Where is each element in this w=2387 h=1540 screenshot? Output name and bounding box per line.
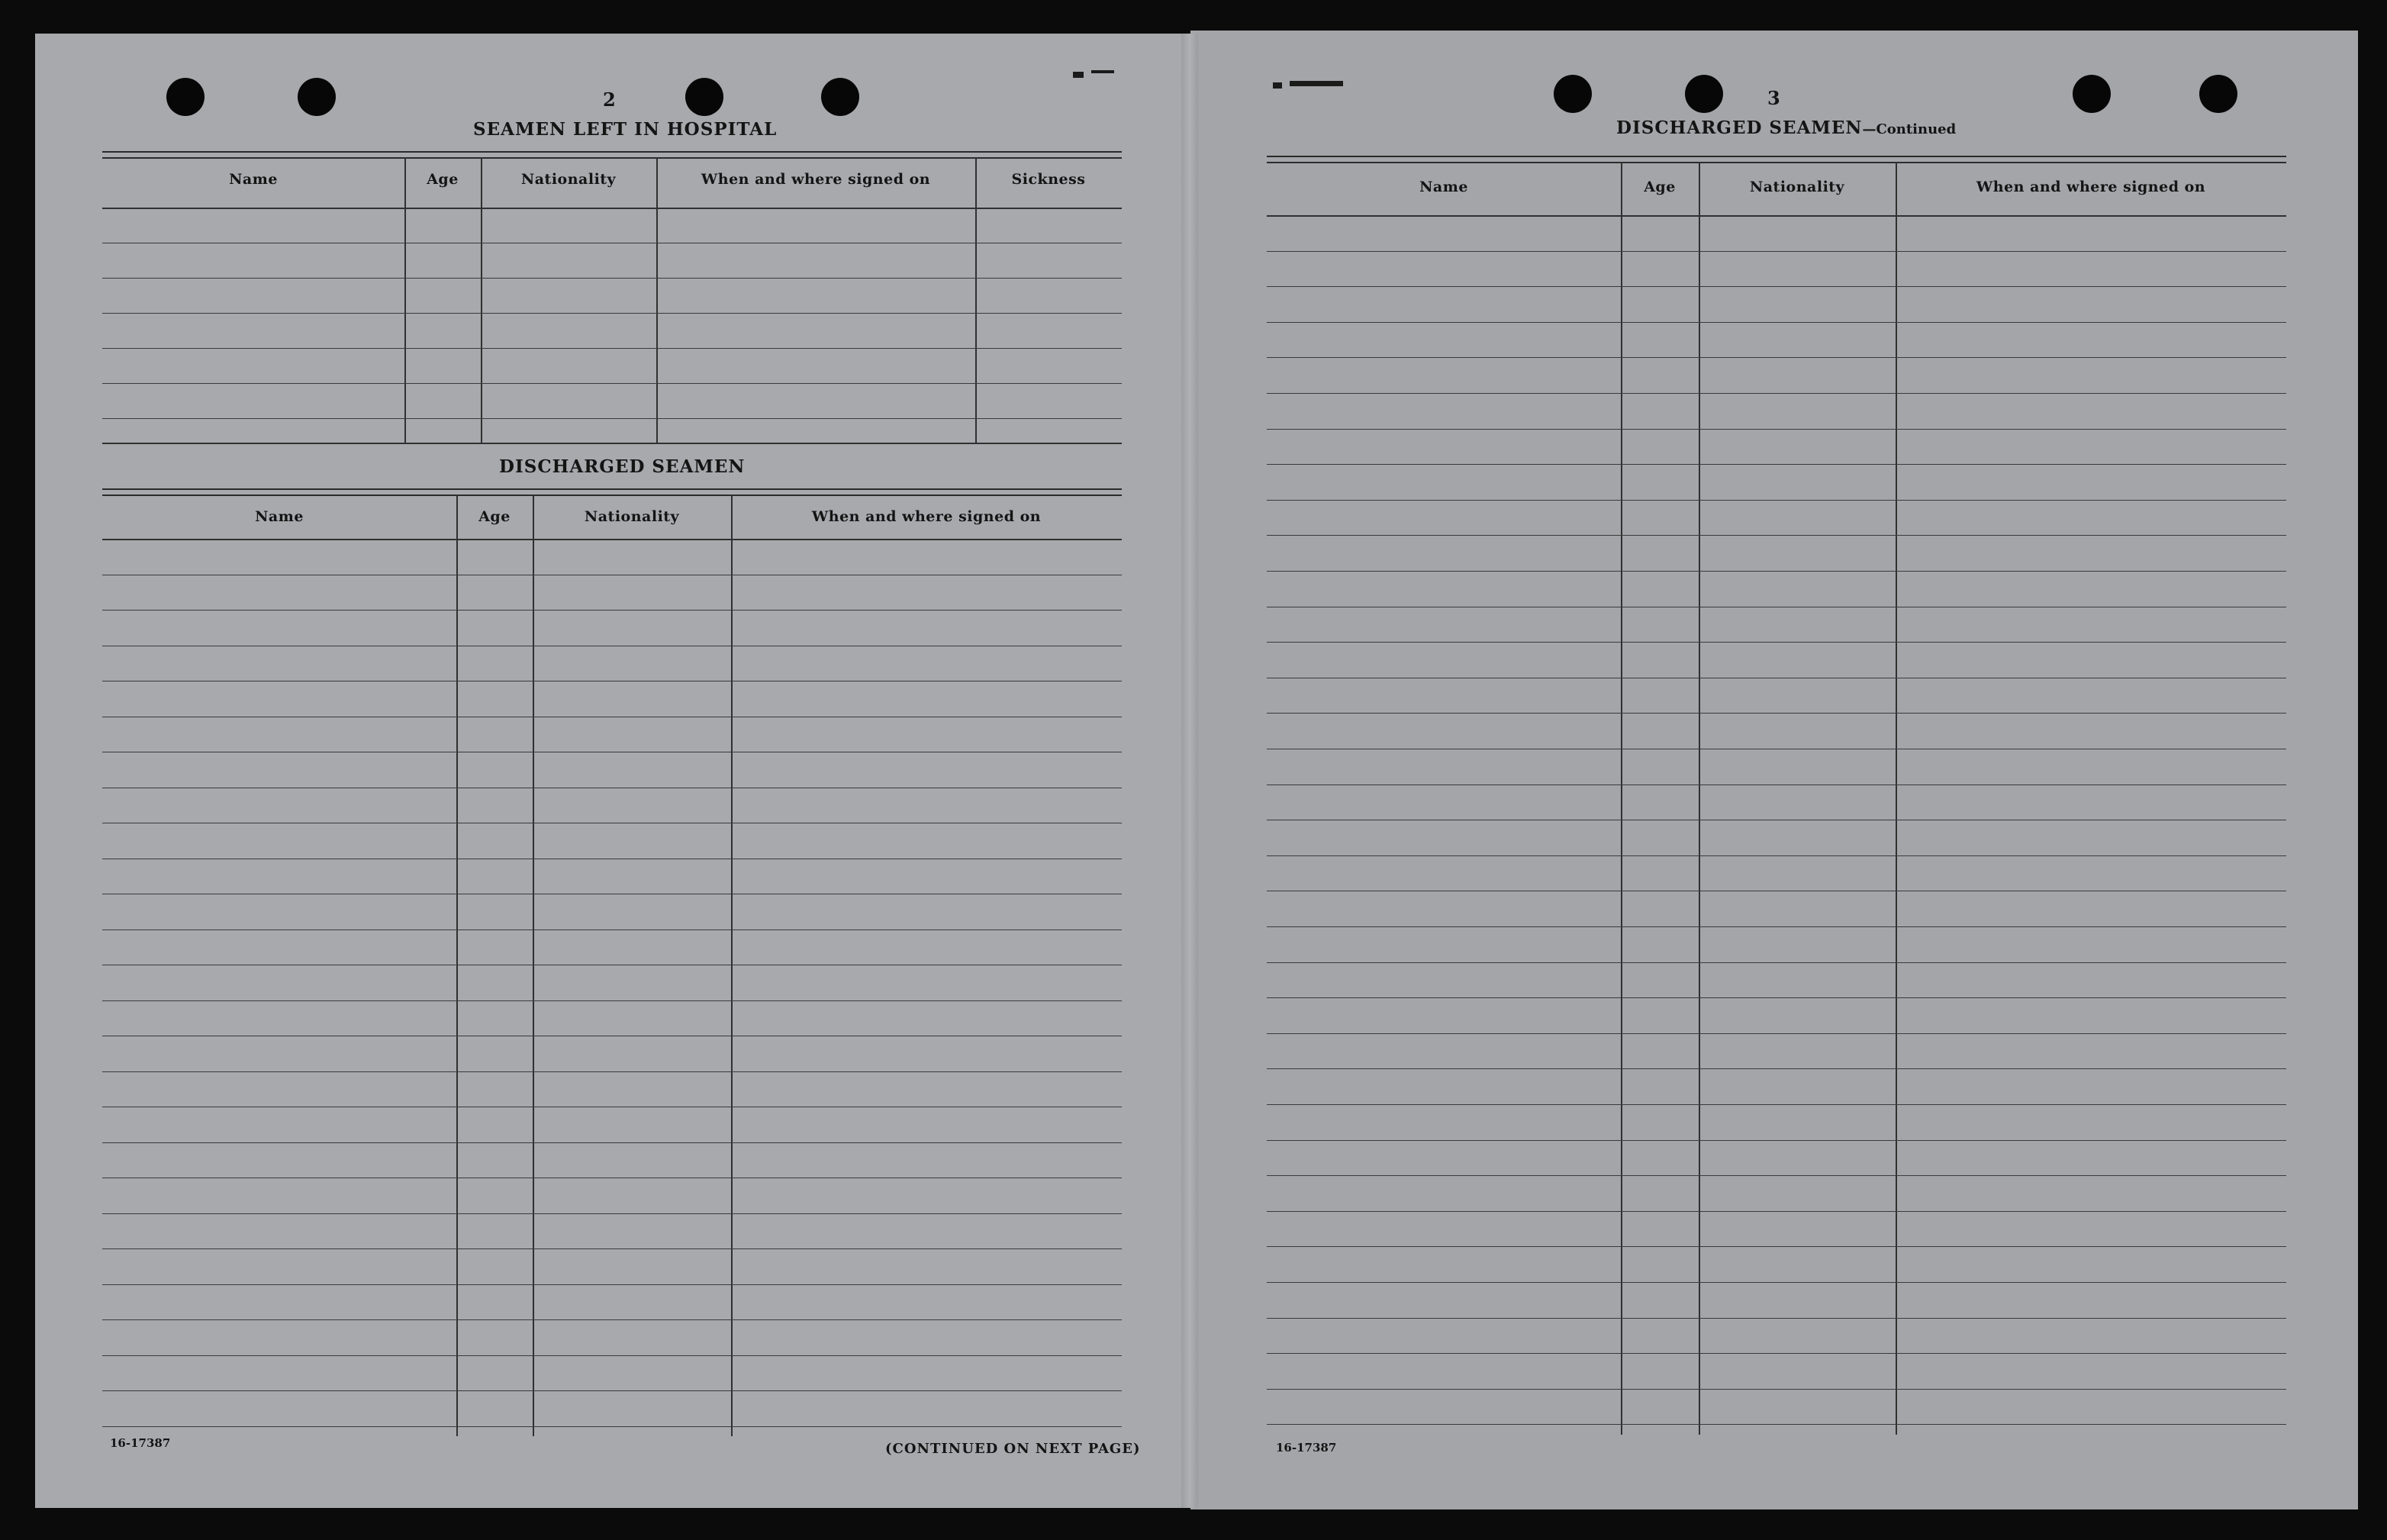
row-rule	[102, 1390, 1122, 1391]
column-header: Age	[478, 508, 511, 525]
column-header: When and where signed on	[1976, 179, 2206, 195]
ink-smudge	[1273, 82, 1282, 89]
column-divider	[1699, 162, 1700, 1435]
table-bottom-rule	[102, 443, 1122, 444]
row-rule	[102, 313, 1122, 314]
row-rule	[1267, 1318, 2286, 1319]
row-rule	[1267, 286, 2286, 287]
left-page	[35, 34, 1190, 1508]
row-rule	[1267, 357, 2286, 358]
row-rule	[1267, 393, 2286, 394]
punch-hole	[2199, 75, 2237, 113]
row-rule	[102, 383, 1122, 384]
row-rule	[1267, 784, 2286, 785]
row-rule	[1267, 535, 2286, 536]
column-header: Sickness	[1011, 171, 1086, 188]
row-rule	[102, 610, 1122, 611]
row-rule	[1267, 1246, 2286, 1247]
row-rule	[1267, 1353, 2286, 1354]
column-header: Age	[1644, 179, 1676, 195]
punch-hole	[166, 78, 205, 116]
row-rule	[1267, 997, 2286, 998]
row-rule	[1267, 251, 2286, 252]
row-rule	[1267, 429, 2286, 430]
row-rule	[102, 278, 1122, 279]
header-rule	[102, 208, 1122, 209]
row-rule	[1267, 500, 2286, 501]
column-divider	[1621, 162, 1622, 1435]
row-rule	[1267, 1033, 2286, 1034]
page-number: 2	[603, 89, 616, 111]
title-main: DISCHARGED SEAMEN	[1616, 118, 1863, 138]
row-rule	[1267, 855, 2286, 856]
column-header: Name	[255, 508, 304, 525]
column-divider	[533, 495, 534, 1436]
column-header: Age	[427, 171, 459, 188]
hospital-section-title: SEAMEN LEFT IN HOSPITAL	[473, 119, 778, 140]
punch-hole	[298, 78, 336, 116]
right-page	[1190, 31, 2358, 1509]
page-gutter	[1181, 34, 1198, 1508]
row-rule	[1267, 464, 2286, 465]
row-rule	[102, 1248, 1122, 1249]
page-number: 3	[1767, 87, 1780, 109]
punch-hole	[821, 78, 859, 116]
row-rule	[102, 348, 1122, 349]
title-suffix: —Continued	[1862, 121, 1957, 137]
column-divider	[1896, 162, 1897, 1435]
column-divider	[404, 157, 406, 443]
row-rule	[1267, 1068, 2286, 1069]
row-rule	[1267, 642, 2286, 643]
ink-smudge	[1073, 72, 1084, 78]
column-divider	[975, 157, 977, 443]
row-rule	[102, 418, 1122, 419]
column-header: When and where signed on	[701, 171, 931, 188]
row-rule	[102, 1142, 1122, 1143]
column-divider	[731, 495, 733, 1436]
punch-hole	[2073, 75, 2111, 113]
row-rule	[102, 1213, 1122, 1214]
table-top-rule	[102, 151, 1122, 159]
column-header: Name	[229, 171, 278, 188]
row-rule	[102, 929, 1122, 930]
row-rule	[102, 1284, 1122, 1285]
row-rule	[1267, 1175, 2286, 1176]
continued-note: (CONTINUED ON NEXT PAGE)	[885, 1441, 1141, 1457]
row-rule	[102, 1355, 1122, 1356]
row-rule	[102, 1000, 1122, 1001]
form-number: 16-17387	[110, 1436, 171, 1450]
header-rule	[102, 539, 1122, 540]
form-number: 16-17387	[1276, 1441, 1337, 1455]
punch-hole	[1554, 75, 1592, 113]
row-rule	[1267, 571, 2286, 572]
column-header: Name	[1419, 179, 1468, 195]
column-divider	[481, 157, 482, 443]
ink-smudge	[1091, 70, 1114, 73]
discharged-continued-title	[1616, 118, 1956, 138]
ink-smudge	[1290, 81, 1343, 86]
row-rule	[102, 1319, 1122, 1320]
column-header: Nationality	[520, 171, 617, 188]
column-header: When and where signed on	[811, 508, 1042, 525]
punch-hole	[1685, 75, 1723, 113]
row-rule	[1267, 1140, 2286, 1141]
table-top-rule	[102, 488, 1122, 496]
column-header: Nationality	[584, 508, 680, 525]
row-rule	[1267, 322, 2286, 323]
header-rule	[1267, 215, 2286, 217]
row-rule	[1267, 713, 2286, 714]
row-rule	[1267, 1282, 2286, 1283]
column-divider	[656, 157, 658, 443]
row-rule	[102, 1426, 1122, 1427]
row-rule	[1267, 1104, 2286, 1105]
column-header: Nationality	[1749, 179, 1845, 195]
row-rule	[1267, 1211, 2286, 1212]
column-divider	[456, 495, 458, 1436]
discharged-section-title: DISCHARGED SEAMEN	[499, 456, 746, 477]
row-rule	[1267, 1389, 2286, 1390]
row-rule	[1267, 926, 2286, 927]
row-rule	[102, 1071, 1122, 1072]
table-top-rule	[1267, 156, 2286, 163]
row-rule	[1267, 1424, 2286, 1425]
row-rule	[1267, 962, 2286, 963]
punch-hole	[685, 78, 723, 116]
